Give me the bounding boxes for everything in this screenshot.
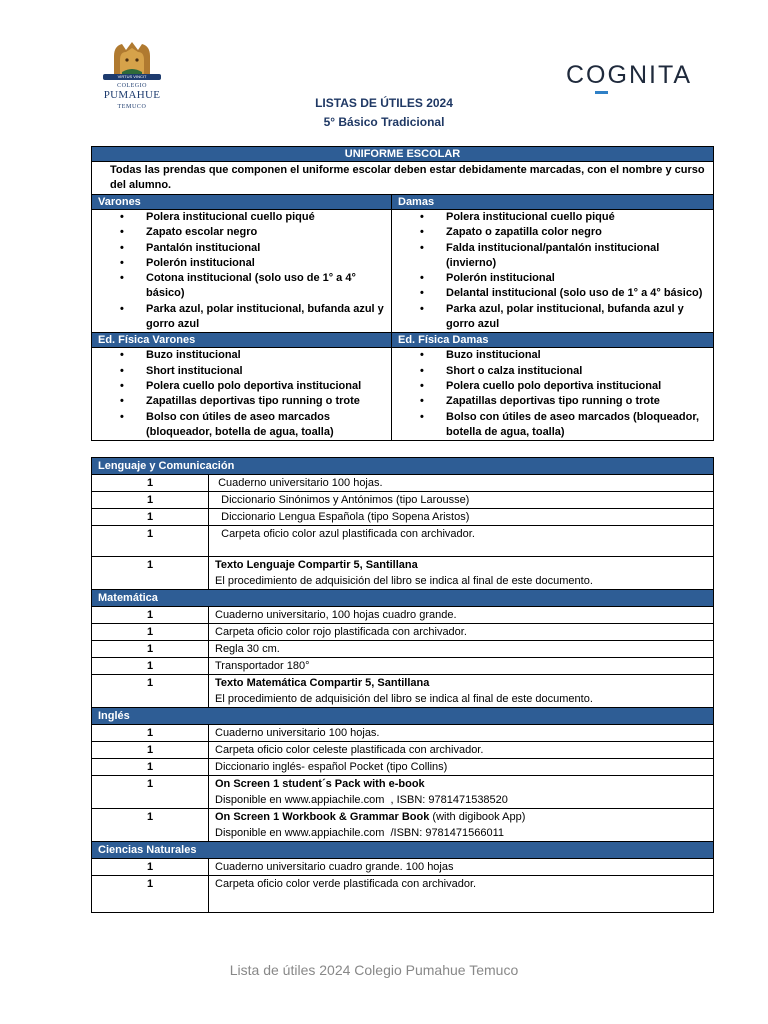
item-text: Transportador 180° — [215, 660, 310, 672]
table-row — [92, 492, 714, 509]
table-row — [92, 624, 714, 641]
item-note: El procedimiento de adquisición del libro se indica al final de este documento. — [215, 693, 593, 705]
list-item: • Short institucional — [146, 364, 385, 379]
table-row — [92, 675, 714, 708]
logo-city: TEMUCO — [117, 104, 147, 110]
list-item: • Cotona institucional (solo uso de 1° a 4° básico) — [146, 271, 385, 302]
varones-list — [98, 210, 385, 332]
list-item: • Pantalón institucional — [146, 241, 385, 256]
page-subtitle: 5° Básico Tradicional — [323, 115, 445, 129]
list-item: • Buzo institucional — [446, 348, 707, 363]
quantity-cell: 1 — [92, 624, 209, 641]
item-title-suffix: (with digibook App) — [429, 811, 526, 823]
quantity-cell: 1 — [92, 607, 209, 624]
item-description — [209, 776, 714, 809]
table-row — [92, 876, 714, 913]
logo-colegio-text: COLEGIO — [117, 83, 147, 89]
item-text: Carpeta oficio color rojo plastificada con archivador. — [215, 626, 467, 638]
table-row — [92, 725, 714, 742]
quantity-cell: 1 — [92, 876, 209, 913]
quantity-cell: 1 — [92, 475, 209, 492]
item-text: Cuaderno universitario, 100 hojas cuadro grande. — [215, 609, 457, 621]
table-row — [92, 607, 714, 624]
list-item: • Bolso con útiles de aseo marcados (bloqueador, botella de agua, toalla) — [146, 410, 385, 441]
item-title: Texto Lenguaje Compartir 5, Santillana — [215, 559, 418, 571]
quantity-cell: 1 — [92, 725, 209, 742]
quantity-cell: 1 — [92, 641, 209, 658]
item-description — [209, 509, 714, 526]
quantity-cell: 1 — [92, 658, 209, 675]
table-row — [92, 759, 714, 776]
item-description — [209, 624, 714, 641]
list-item: • Short o calza institucional — [446, 364, 707, 379]
subject-heading: Ciencias Naturales — [92, 842, 714, 859]
table-row — [92, 776, 714, 809]
table-row — [92, 557, 714, 590]
item-text: Carpeta oficio color verde plastificada con archivador. — [215, 878, 477, 890]
uniform-table — [91, 146, 714, 441]
list-item: • Zapato escolar negro — [146, 225, 385, 240]
list-item: • Polera institucional cuello piqué — [146, 210, 385, 225]
item-description — [209, 725, 714, 742]
edfis-damas-list — [398, 348, 707, 440]
item-description — [209, 641, 714, 658]
item-title: On Screen 1 Workbook & Grammar Book — [215, 811, 430, 823]
item-description — [209, 526, 714, 557]
item-text: Diccionario Sinónimos y Antónimos (tipo Larousse) — [215, 494, 470, 506]
item-title: On Screen 1 student´s Pack with e-book — [215, 778, 425, 790]
list-item: • Polera cuello polo deportiva institucional — [446, 379, 707, 394]
item-description — [209, 492, 714, 509]
item-description — [209, 876, 714, 913]
table-row — [92, 641, 714, 658]
item-description — [209, 675, 714, 708]
item-note: El procedimiento de adquisición del libro se indica al final de este documento. — [215, 575, 593, 587]
item-text: Regla 30 cm. — [215, 643, 280, 655]
item-description — [209, 759, 714, 776]
list-item: • Falda institucional/pantalón institucional (invierno) — [446, 241, 707, 272]
item-text: Diccionario Lengua Española (tipo Sopena Aristos) — [215, 511, 470, 523]
list-item: • Parka azul, polar institucional, bufanda azul y gorro azul — [446, 302, 707, 333]
quantity-cell: 1 — [92, 675, 209, 708]
list-item: • Polera cuello polo deportiva institucional — [146, 379, 385, 394]
item-description — [209, 607, 714, 624]
quantity-cell: 1 — [92, 759, 209, 776]
item-text: Carpeta oficio color celeste plastificada con archivador. — [215, 744, 484, 756]
table-row — [92, 526, 714, 557]
table-row — [92, 475, 714, 492]
list-item: • Zapatillas deportivas tipo running o trote — [146, 394, 385, 409]
item-text: Carpeta oficio color azul plastificada con archivador. — [215, 528, 475, 540]
table-row — [92, 859, 714, 876]
item-text: Diccionario inglés- español Pocket (tipo Collins) — [215, 761, 448, 773]
list-item: • Parka azul, polar institucional, bufanda azul y gorro azul — [146, 302, 385, 333]
list-item: • Polerón institucional — [446, 271, 707, 286]
item-description — [209, 742, 714, 759]
list-item: • Polera institucional cuello piqué — [446, 210, 707, 225]
supplies-table — [91, 457, 714, 913]
subject-heading: Matemática — [92, 590, 714, 607]
quantity-cell: 1 — [92, 526, 209, 557]
subject-heading: Lenguaje y Comunicación — [92, 458, 714, 475]
item-note: Disponible en www.appiachile.com /ISBN: 9781471566011 — [215, 827, 505, 839]
table-row — [92, 742, 714, 759]
page-footer: Lista de útiles 2024 Colegio Pumahue Temuco — [229, 962, 519, 978]
item-description — [209, 475, 714, 492]
list-item: • Zapato o zapatilla color negro — [446, 225, 707, 240]
uniform-intro: Todas las prendas que componen el uniforme escolar deben estar debidamente marcadas, con el nombre y curso del alumno. — [92, 162, 714, 195]
list-item: • Bolso con útiles de aseo marcados (bloqueador, botella de agua, toalla) — [446, 410, 707, 441]
table-row — [92, 658, 714, 675]
page-title: LISTAS DE ÚTILES 2024 — [315, 96, 453, 110]
damas-heading: Damas — [392, 195, 714, 210]
item-title: Texto Matemática Compartir 5, Santillana — [215, 677, 430, 689]
item-text: Cuaderno universitario cuadro grande. 100 hojas — [215, 861, 454, 873]
logo-motto: VIRTUS VINCIT — [103, 74, 161, 80]
quantity-cell: 1 — [92, 859, 209, 876]
edfis-varones-heading: Ed. Física Varones — [92, 333, 392, 348]
quantity-cell: 1 — [92, 809, 209, 842]
quantity-cell: 1 — [92, 742, 209, 759]
item-note: Disponible en www.appiachile.com , ISBN: 9781471538520 — [215, 794, 508, 806]
item-text: Cuaderno universitario 100 hojas. — [215, 477, 383, 489]
uniform-heading: UNIFORME ESCOLAR — [92, 147, 714, 162]
table-row — [92, 809, 714, 842]
cognita-accent-bar — [595, 91, 608, 94]
item-text: Cuaderno universitario 100 hojas. — [215, 727, 380, 739]
quantity-cell: 1 — [92, 776, 209, 809]
damas-list — [398, 210, 707, 332]
logo-school-name: PUMAHUE — [103, 89, 161, 101]
list-item: • Delantal institucional (solo uso de 1° a 4° básico) — [446, 286, 707, 301]
table-row — [92, 509, 714, 526]
list-item: • Buzo institucional — [146, 348, 385, 363]
item-description — [209, 859, 714, 876]
cognita-logo: COGNITA — [566, 61, 693, 89]
list-item: • Zapatillas deportivas tipo running o trote — [446, 394, 707, 409]
item-description — [209, 557, 714, 590]
quantity-cell: 1 — [92, 492, 209, 509]
list-item: • Polerón institucional — [146, 256, 385, 271]
varones-heading: Varones — [92, 195, 392, 210]
item-description — [209, 809, 714, 842]
edfis-damas-heading: Ed. Física Damas — [392, 333, 714, 348]
quantity-cell: 1 — [92, 509, 209, 526]
quantity-cell: 1 — [92, 557, 209, 590]
item-description — [209, 658, 714, 675]
edfis-varones-list — [98, 348, 385, 440]
subject-heading: Inglés — [92, 708, 714, 725]
